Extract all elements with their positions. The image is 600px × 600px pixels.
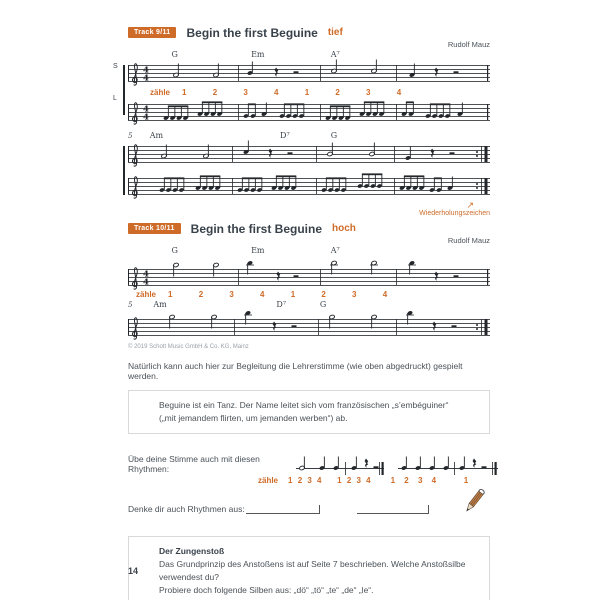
chord-label: A⁷ [330, 246, 340, 255]
info-line: („mit jemandem flirten, um jemanden werben“) ab. [159, 413, 348, 424]
page-content [113, 25, 490, 600]
student-staff [128, 140, 490, 168]
teacher-staff [128, 98, 490, 126]
melody-staff [128, 309, 490, 339]
box-line: Das Grundprinzip des Anstoßens ist auf Seite 7 beschrieben. Welche Anstoßsilbe verwendest du? [159, 559, 466, 582]
compose-label: Denke dir auch Rhythmen aus: [128, 504, 245, 515]
staff-label-l: L [113, 95, 117, 102]
treble-clef-icon [132, 64, 137, 85]
chord-label: G [171, 50, 178, 59]
box-title: Der Zungenstoß [159, 546, 225, 557]
chord-label: G [171, 246, 178, 255]
svg-text:4: 4 [143, 73, 149, 84]
chord-label: Am [153, 300, 167, 309]
chord-label: Am [149, 131, 164, 140]
measure-number: 5 [128, 301, 133, 309]
pencil-icon [460, 487, 488, 519]
svg-text:4: 4 [143, 269, 149, 280]
chord-label: G [319, 300, 327, 309]
count-numbers: 1 2 3 4 1 2 3 4 [168, 290, 388, 299]
chord-row [128, 131, 490, 140]
rhythm-exercise-label: Übe deine Stimme auch mit diesen Rhythmen: [128, 454, 260, 475]
count-row [136, 289, 490, 300]
melody-staff [128, 255, 490, 289]
svg-text:4: 4 [143, 104, 149, 115]
student-staff [128, 59, 490, 87]
count-numbers: 1 2 3 4 1 2 3 4 [182, 88, 402, 97]
repeat-annotation [128, 201, 490, 218]
zaehle-label: zähle [258, 476, 279, 486]
zaehle-label: zähle [150, 88, 171, 97]
box-line: Probiere doch folgende Silben aus: „dö“ „tö“ „te“ „de“ „le“. [159, 584, 374, 595]
compose-row [128, 495, 490, 523]
copyright-line: © 2019 Schott Music GmbH & Co. KG, Mainz [128, 344, 249, 350]
svg-text:4: 4 [143, 65, 149, 76]
track9-system2 [128, 131, 490, 218]
rhythm-line-1 [296, 450, 384, 474]
track10-line1 [128, 246, 490, 289]
treble-clef-icon [132, 145, 137, 166]
track9-variant-label: tief [327, 27, 343, 38]
blank-rhythm-line[interactable] [246, 505, 320, 514]
svg-text:4: 4 [143, 112, 149, 123]
track9-title: Begin the first Beguine [186, 25, 318, 40]
blank-rhythm-line[interactable] [357, 505, 429, 514]
zungenstoss-box [128, 536, 490, 600]
chord-label: G [330, 131, 338, 140]
chord-row [128, 50, 490, 59]
track9-badge: Track 9/11 [128, 27, 176, 38]
track9-composer: Rudolf Mauz [447, 40, 490, 49]
count-row [150, 87, 490, 98]
track10-line2 [128, 300, 490, 339]
treble-clef-icon [132, 103, 137, 124]
intro-paragraph: Natürlich kann auch hier zur Begleitung die Lehrerstimme (wie oben abgedruckt) gespielt werden. [128, 361, 463, 381]
rhythm-line-2 [398, 450, 498, 474]
chord-label: A⁷ [330, 50, 340, 59]
rhythm-count-row [258, 476, 490, 485]
system-bracket [123, 146, 125, 195]
beguine-info-box [128, 390, 490, 434]
repeat-label: Wiederholungszeichen [419, 210, 490, 217]
treble-clef-icon [132, 268, 137, 289]
chord-label: D⁷ [280, 131, 290, 140]
track10-variant-label: hoch [332, 223, 356, 234]
treble-clef-icon [132, 177, 137, 198]
chord-label: Em [251, 50, 265, 59]
teacher-staff [128, 172, 490, 200]
chord-label: D⁷ [276, 300, 287, 309]
treble-clef-icon [132, 318, 137, 339]
count-numbers: 1 2 3 4 1 2 3 4 [288, 476, 371, 486]
info-line: Beguine ist ein Tanz. Der Name leitet sich vom französischen „s’embéguiner“ [159, 400, 449, 410]
track9-header [128, 26, 490, 39]
track10-badge: Track 10/11 [128, 223, 181, 234]
svg-text:4: 4 [143, 277, 149, 288]
track10-composer: Rudolf Mauz [447, 236, 490, 245]
chord-row [128, 246, 490, 255]
rhythm-exercise-row [128, 450, 490, 474]
system-bracket [123, 65, 125, 115]
chord-label: Em [251, 246, 265, 255]
track9-system1 [113, 50, 490, 126]
repeat-arrow-icon: ↗ [466, 200, 474, 210]
zaehle-label: zähle [136, 290, 157, 299]
page-number: 14 [128, 566, 139, 576]
track10-header [128, 222, 490, 235]
track10-title: Begin the first Beguine [190, 221, 323, 236]
staff-label-s: S [113, 63, 118, 70]
chord-row [128, 300, 490, 309]
count-numbers: 1 2 3 4 1 [390, 476, 469, 486]
measure-number: 5 [128, 132, 133, 140]
